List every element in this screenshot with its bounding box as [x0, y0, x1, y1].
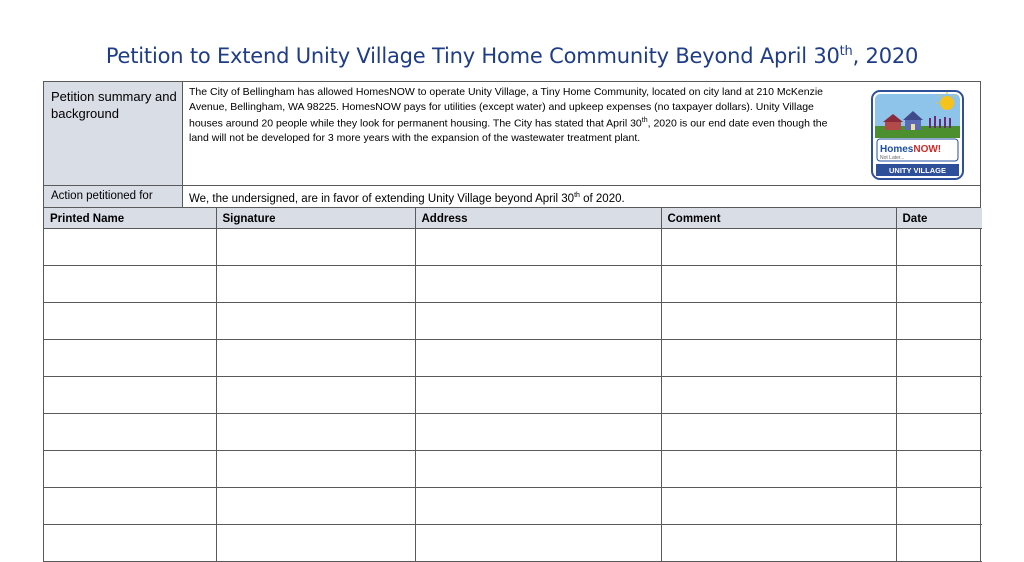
summary-label: Petition summary and background	[44, 82, 183, 185]
action-text-superscript: th	[574, 192, 580, 199]
title-year: , 2020	[852, 44, 919, 68]
column-header-printed-name: Printed Name	[44, 208, 216, 228]
logo-tagline: Not Later...	[880, 155, 905, 161]
address-cell[interactable]	[415, 524, 661, 561]
signature-cell[interactable]	[216, 302, 415, 339]
summary-text	[189, 85, 849, 146]
date-cell[interactable]	[896, 228, 982, 265]
printed-name-cell[interactable]	[44, 228, 216, 265]
date-cell[interactable]	[896, 265, 982, 302]
unity-village-logo	[871, 90, 964, 180]
address-cell[interactable]	[415, 265, 661, 302]
action-row	[44, 186, 980, 208]
address-cell[interactable]	[415, 450, 661, 487]
date-cell[interactable]	[896, 413, 982, 450]
comment-cell[interactable]	[661, 339, 896, 376]
summary-text-part-2: , 2020 is our end date even though the land will not be developed for 3 more years with the expansion of the wastewater treatment plant.	[189, 117, 828, 145]
printed-name-cell[interactable]	[44, 487, 216, 524]
action-label: Action petitioned for	[44, 186, 183, 207]
column-header-signature: Signature	[216, 208, 415, 228]
date-cell[interactable]	[896, 302, 982, 339]
printed-name-cell[interactable]	[44, 339, 216, 376]
table-row	[44, 228, 982, 265]
action-text-part-2: of 2020.	[579, 192, 625, 205]
address-cell[interactable]	[415, 302, 661, 339]
signature-cell[interactable]	[216, 487, 415, 524]
comment-cell[interactable]	[661, 228, 896, 265]
comment-cell[interactable]	[661, 487, 896, 524]
address-cell[interactable]	[415, 339, 661, 376]
petition-title	[0, 44, 1024, 68]
summary-text-part-1: The City of Bellingham has allowed HomesNOW to operate Unity Village, a Tiny Home Community, located on city land at 210 McKenzie Avenue, Bellingham, WA 98225. HomesNOW pays for utilities (except water) and upkeep expenses (no taxpayer dollars). Unity Village houses around 20 people while they look for permanent housing. The City has stated that April 30	[189, 86, 823, 130]
svg-text:HomesNOW!	[880, 144, 941, 155]
comment-cell[interactable]	[661, 302, 896, 339]
table-row	[44, 450, 982, 487]
comment-cell[interactable]	[661, 376, 896, 413]
column-header-address: Address	[415, 208, 661, 228]
address-cell[interactable]	[415, 487, 661, 524]
comment-cell[interactable]	[661, 524, 896, 561]
address-cell[interactable]	[415, 413, 661, 450]
address-cell[interactable]	[415, 228, 661, 265]
signature-table-header	[44, 208, 982, 228]
column-header-comment: Comment	[661, 208, 896, 228]
petition-sheet	[43, 81, 981, 562]
printed-name-cell[interactable]	[44, 413, 216, 450]
summary-row	[44, 82, 980, 186]
date-cell[interactable]	[896, 524, 982, 561]
table-row	[44, 524, 982, 561]
date-cell[interactable]	[896, 450, 982, 487]
signature-cell[interactable]	[216, 413, 415, 450]
logo-sun	[940, 96, 954, 110]
date-cell[interactable]	[896, 487, 982, 524]
printed-name-cell[interactable]	[44, 376, 216, 413]
table-row	[44, 339, 982, 376]
table-row	[44, 302, 982, 339]
action-text-part-1: We, the undersigned, are in favor of extending Unity Village beyond April 30	[189, 192, 575, 205]
printed-name-cell[interactable]	[44, 302, 216, 339]
comment-cell[interactable]	[661, 413, 896, 450]
action-text	[183, 186, 980, 207]
logo-brand-now: NOW!	[913, 144, 942, 155]
logo-brand-homes: Homes	[880, 144, 914, 155]
date-cell[interactable]	[896, 339, 982, 376]
signature-table-body	[44, 228, 982, 561]
signature-cell[interactable]	[216, 265, 415, 302]
comment-cell[interactable]	[661, 450, 896, 487]
summary-text-superscript: th	[641, 117, 648, 125]
table-row	[44, 265, 982, 302]
logo-house-1	[885, 122, 901, 130]
signature-cell[interactable]	[216, 450, 415, 487]
address-cell[interactable]	[415, 376, 661, 413]
logo-banner-text: UNITY VILLAGE	[889, 166, 946, 175]
signature-cell[interactable]	[216, 339, 415, 376]
signature-cell[interactable]	[216, 376, 415, 413]
summary-text-cell	[183, 82, 980, 185]
signature-cell[interactable]	[216, 524, 415, 561]
signature-cell[interactable]	[216, 228, 415, 265]
table-row	[44, 487, 982, 524]
signature-table	[44, 208, 982, 562]
title-superscript: th	[839, 44, 853, 59]
printed-name-cell[interactable]	[44, 524, 216, 561]
table-row	[44, 413, 982, 450]
title-main: Petition to Extend Unity Village Tiny Home Community Beyond April 30	[105, 44, 840, 68]
printed-name-cell[interactable]	[44, 265, 216, 302]
comment-cell[interactable]	[661, 265, 896, 302]
column-header-date: Date	[896, 208, 982, 228]
table-row	[44, 376, 982, 413]
printed-name-cell[interactable]	[44, 450, 216, 487]
date-cell[interactable]	[896, 376, 982, 413]
